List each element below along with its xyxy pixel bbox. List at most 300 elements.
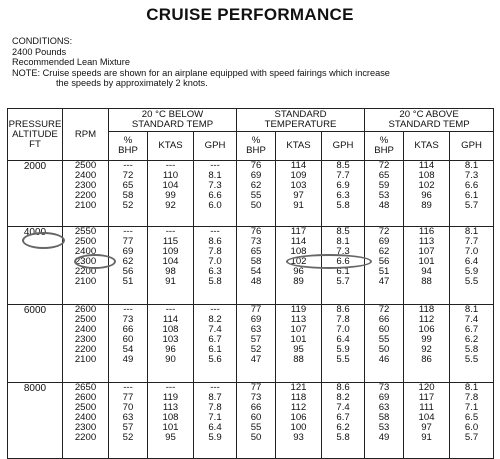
cell-value: 77 [122, 392, 134, 403]
cell-value: 114 [418, 160, 435, 171]
cell-value: 70 [122, 402, 134, 413]
cell-value: 76 [250, 160, 262, 171]
cell-value: --- [123, 226, 133, 237]
header-text: PRESSURE [8, 118, 62, 130]
cell-value: 2200 [74, 266, 97, 277]
below-bhp-cell [109, 305, 148, 383]
cell-value: 96 [165, 344, 176, 355]
header-text: % [379, 135, 389, 146]
cell-value: 88 [421, 276, 432, 287]
cell-value: 107 [418, 246, 435, 257]
cell-value: 5.8 [336, 200, 350, 211]
above-gph-cell [450, 383, 494, 459]
standard-ktas-gph-circle [286, 254, 372, 269]
below-gph-cell [194, 227, 237, 305]
cell-value: 108 [290, 246, 307, 257]
cell-value: 51 [122, 276, 134, 287]
cell-value: 62 [250, 180, 262, 191]
cell-value: 8.1 [464, 304, 479, 315]
cell-value: 2100 [74, 276, 97, 287]
cell-value: 6.0 [208, 200, 222, 211]
cell-value: 108 [162, 324, 179, 335]
cell-value: 54 [250, 266, 262, 277]
cell-value: 66 [378, 314, 390, 325]
header-text: BHP [118, 145, 138, 156]
ktas-header: KTAS [404, 132, 450, 161]
cell-value: 6.2 [464, 334, 479, 345]
below-ktas-cell [148, 161, 194, 227]
cell-value: 5.9 [464, 266, 479, 277]
cell-value: 108 [418, 170, 435, 181]
cell-value: 66 [122, 324, 134, 335]
cell-value: 118 [418, 304, 435, 315]
cell-value: 6.9 [336, 180, 350, 191]
bhp-header [237, 132, 276, 161]
cell-value: 6.6 [336, 256, 350, 267]
below-ktas-cell [148, 227, 194, 305]
cell-value: 92 [165, 200, 176, 211]
header-text: TEMPERATURE [264, 119, 337, 130]
cell-value: 60 [250, 412, 262, 423]
cell-value: 101 [418, 256, 435, 267]
cell-value: 97 [293, 190, 304, 201]
cell-value: 91 [165, 276, 176, 287]
above-bhp-cell [365, 305, 404, 383]
ktas-header: KTAS [276, 132, 322, 161]
cell-value: 113 [162, 402, 179, 413]
cell-value: 5.9 [336, 344, 350, 355]
cell-value: 62 [122, 256, 134, 267]
cell-value: 2200 [74, 190, 97, 201]
std-bhp-cell [237, 305, 276, 383]
cell-value: 8.1 [464, 382, 479, 393]
cell-value: 103 [162, 334, 179, 345]
cell-value: 2500 [74, 236, 97, 247]
table-body [8, 161, 494, 459]
cell-value: 62 [378, 246, 390, 257]
header-text: 20 °C ABOVE [399, 109, 459, 120]
below-gph-cell [194, 383, 237, 459]
cell-value: 46 [378, 354, 390, 365]
cell-value: --- [210, 382, 220, 393]
cell-value: 102 [290, 256, 307, 267]
cell-value: 63 [122, 412, 134, 423]
cell-value: 109 [162, 246, 179, 257]
cell-value: 103 [290, 180, 307, 191]
standard-temp-header [237, 109, 365, 132]
condition-line: 2400 Pounds [12, 46, 67, 57]
gph-header: GPH [194, 132, 237, 161]
cell-value: 57 [122, 422, 134, 433]
cell-value: 119 [162, 392, 179, 403]
cell-value: 6.5 [464, 412, 479, 423]
cell-value: 7.3 [208, 180, 222, 191]
cell-value: 111 [419, 402, 434, 413]
cell-value: 5.8 [336, 432, 350, 443]
cell-value: 6.1 [464, 190, 479, 201]
altitude-cell: 8000 [8, 383, 63, 459]
table-row [8, 161, 494, 227]
cell-value: 101 [290, 334, 307, 345]
cell-value: 2500 [74, 402, 97, 413]
cell-value: 65 [122, 180, 134, 191]
cell-value: 77 [250, 304, 262, 315]
std-bhp-cell [237, 227, 276, 305]
cell-value: 118 [290, 392, 307, 403]
cell-value: 55 [250, 190, 262, 201]
cell-value: 5.6 [208, 354, 222, 365]
cell-value: 49 [378, 432, 390, 443]
std-bhp-cell [237, 161, 276, 227]
cell-value: 73 [378, 382, 390, 393]
cell-value: 106 [290, 412, 307, 423]
altitude-cell: 2000 [8, 161, 63, 227]
cell-value: 69 [122, 246, 134, 257]
below-bhp-cell [109, 161, 148, 227]
cell-value: 73 [122, 314, 134, 325]
cell-value: 106 [418, 324, 435, 335]
below-std-header [109, 109, 237, 132]
cell-value: 6.4 [208, 422, 222, 433]
cell-value: 6.6 [208, 190, 222, 201]
cell-value: 104 [162, 256, 179, 267]
table-row [8, 305, 494, 383]
cell-value: 2200 [74, 432, 97, 443]
cell-value: 5.7 [336, 276, 350, 287]
cell-value: 51 [378, 266, 390, 277]
cell-value: 2100 [74, 200, 97, 211]
cell-value: 2300 [74, 334, 97, 345]
cell-value: 54 [122, 344, 134, 355]
header-text: % [251, 135, 261, 146]
cell-value: 65 [250, 246, 262, 257]
cell-value: 49 [122, 354, 134, 365]
cell-value: 8.5 [336, 160, 350, 171]
header-text: STANDARD TEMP [131, 119, 214, 130]
cell-value: 77 [250, 382, 262, 393]
cell-value: 8.6 [336, 304, 350, 315]
cell-value: 104 [162, 180, 179, 191]
cell-value: 58 [378, 412, 390, 423]
std-gph-cell [322, 305, 365, 383]
cell-value: 92 [421, 344, 432, 355]
cell-value: 47 [250, 354, 262, 365]
above-gph-cell [450, 161, 494, 227]
cell-value: 98 [165, 266, 176, 277]
above-ktas-cell [404, 161, 450, 227]
cell-value: 91 [421, 432, 432, 443]
above-ktas-cell [404, 227, 450, 305]
cell-value: 50 [378, 344, 390, 355]
cell-value: 8.1 [464, 160, 479, 171]
table-row [8, 383, 494, 459]
std-bhp-cell [237, 383, 276, 459]
cell-value: 116 [418, 226, 435, 237]
cell-value: 114 [290, 236, 307, 247]
cell-value: 5.8 [464, 344, 479, 355]
cell-value: 6.7 [464, 324, 479, 335]
cell-value: 108 [162, 412, 179, 423]
cell-value: 91 [293, 200, 304, 211]
cell-value: 7.1 [464, 402, 479, 413]
above-std-header [365, 109, 494, 132]
cell-value: 73 [250, 236, 262, 247]
cell-value: 102 [418, 180, 435, 191]
cell-value: 94 [421, 266, 432, 277]
cell-value: 8.6 [208, 236, 222, 247]
cell-value: 6.3 [208, 266, 222, 277]
header-text: % [123, 135, 133, 146]
below-ktas-cell [148, 305, 194, 383]
cell-value: 112 [290, 402, 307, 413]
cell-value: 56 [378, 256, 390, 267]
below-ktas-cell [148, 383, 194, 459]
altitude-cell: 4000 [8, 227, 63, 305]
cell-value: 2400 [74, 324, 97, 335]
cell-value: 113 [418, 236, 435, 247]
gph-header: GPH [450, 132, 494, 161]
cell-value: 5.8 [208, 276, 222, 287]
cell-value: 96 [421, 190, 432, 201]
cell-value: 7.1 [208, 412, 222, 423]
cell-value: 120 [418, 382, 435, 393]
cell-value: 7.0 [336, 324, 350, 335]
cell-value: 5.7 [464, 432, 479, 443]
cell-value: 6.3 [336, 190, 350, 201]
cell-value: 63 [250, 324, 262, 335]
cell-value: 109 [290, 170, 307, 181]
cell-value: 88 [293, 354, 304, 365]
cell-value: 5.5 [336, 354, 350, 365]
cell-value: 89 [421, 200, 432, 211]
rpm-header: RPM [63, 109, 109, 161]
std-gph-cell [322, 161, 365, 227]
cell-value: 96 [293, 266, 304, 277]
cell-value: 8.5 [336, 226, 350, 237]
cell-value: 7.8 [464, 392, 479, 403]
cell-value: 117 [418, 392, 435, 403]
cell-value: 2300 [74, 422, 97, 433]
cell-value: 5.7 [464, 200, 479, 211]
cell-value: --- [210, 160, 220, 171]
conditions-block [12, 36, 390, 89]
cell-value: 7.3 [464, 170, 479, 181]
cell-value: 48 [250, 276, 262, 287]
cell-value: 8.1 [336, 236, 350, 247]
cell-value: 7.8 [208, 402, 222, 413]
cell-value: 7.4 [336, 402, 350, 413]
cell-value: --- [165, 382, 176, 393]
altitude-cell: 6000 [8, 305, 63, 383]
cell-value: 76 [250, 226, 262, 237]
std-gph-cell [322, 383, 365, 459]
cell-value: 119 [290, 304, 307, 315]
cell-value: 58 [122, 190, 134, 201]
conditions-heading: CONDITIONS: [12, 36, 73, 46]
bhp-header [365, 132, 404, 161]
std-ktas-cell [276, 305, 322, 383]
cell-value: 65 [378, 170, 390, 181]
cell-value: 69 [250, 314, 262, 325]
cell-value: 8.1 [208, 170, 222, 181]
below-bhp-cell [109, 227, 148, 305]
cell-value: 77 [122, 236, 134, 247]
cell-value: 112 [418, 314, 435, 325]
cell-value: 6.6 [464, 180, 479, 191]
above-gph-cell [450, 227, 494, 305]
cell-value: 50 [250, 200, 262, 211]
cell-value: 99 [165, 190, 176, 201]
cell-value: 2650 [74, 382, 97, 393]
cell-value: --- [123, 304, 133, 315]
header-text: ALTITUDE [12, 128, 58, 140]
cell-value: 2600 [74, 392, 97, 403]
cell-value: 53 [378, 190, 390, 201]
below-bhp-cell [109, 383, 148, 459]
cell-value: 2600 [74, 304, 97, 315]
cell-value: 93 [293, 432, 304, 443]
cell-value: 7.4 [208, 324, 222, 335]
header-text: STANDARD [274, 109, 327, 120]
cell-value: 6.7 [336, 412, 350, 423]
cell-value: 2200 [74, 344, 97, 355]
cell-value: 2300 [74, 256, 97, 267]
cell-value: 52 [250, 344, 262, 355]
cell-value: 6.0 [464, 422, 479, 433]
cell-value: 86 [421, 354, 432, 365]
cell-value: --- [165, 226, 176, 237]
cell-value: 66 [250, 402, 262, 413]
cell-value: --- [165, 160, 176, 171]
cell-value: 50 [250, 432, 262, 443]
gph-header: GPH [322, 132, 365, 161]
cell-value: --- [123, 160, 133, 171]
cell-value: 72 [378, 160, 390, 171]
above-gph-cell [450, 305, 494, 383]
bhp-header [109, 132, 148, 161]
cell-value: 53 [378, 422, 390, 433]
rpm-2400-circle [74, 254, 116, 269]
cell-value: 5.5 [464, 276, 479, 287]
header-text: FT [29, 138, 41, 150]
above-ktas-cell [404, 383, 450, 459]
cell-value: 113 [290, 314, 307, 325]
below-gph-cell [194, 305, 237, 383]
cell-value: 60 [122, 334, 134, 345]
note-line: the speeds by approximately 2 knots. [56, 78, 208, 89]
cell-value: 7.8 [336, 314, 350, 325]
cell-value: 8.7 [208, 392, 222, 403]
cell-value: --- [210, 304, 220, 315]
cell-value: 101 [162, 422, 179, 433]
cell-value: 63 [378, 402, 390, 413]
cell-value: 56 [122, 266, 134, 277]
cell-value: 55 [378, 334, 390, 345]
cell-value: --- [210, 226, 220, 237]
cell-value: 57 [250, 334, 262, 345]
note-line: NOTE: Cruise speeds are shown for an airplane equipped with speed fairings which increase [12, 67, 390, 78]
cell-value: 52 [122, 432, 134, 443]
cell-value: 117 [290, 226, 307, 237]
cell-value: 114 [290, 160, 307, 171]
above-bhp-cell [365, 383, 404, 459]
ktas-header: KTAS [148, 132, 194, 161]
cell-value: 8.1 [464, 226, 479, 237]
cell-value: 6.4 [336, 334, 350, 345]
cell-value: 7.3 [336, 246, 350, 257]
cell-value: 97 [421, 422, 432, 433]
cell-value: 99 [421, 334, 432, 345]
cell-value: 72 [378, 226, 390, 237]
cell-value: 2400 [74, 412, 97, 423]
std-ktas-cell [276, 161, 322, 227]
condition-line: Recommended Lean Mixture [12, 57, 130, 68]
rpm-cell [63, 161, 109, 227]
cell-value: 55 [250, 422, 262, 433]
cell-value: 47 [378, 276, 390, 287]
cell-value: 72 [378, 304, 390, 315]
cell-value: 6.1 [336, 266, 350, 277]
cell-value: 95 [165, 432, 176, 443]
cell-value: 7.7 [336, 170, 350, 181]
cell-value: --- [123, 382, 133, 393]
cell-value: 48 [378, 200, 390, 211]
cell-value: 110 [162, 170, 179, 181]
header-text: BHP [246, 145, 266, 156]
altitude-4000-circle [22, 232, 65, 249]
above-bhp-cell [365, 227, 404, 305]
cell-value: 69 [250, 170, 262, 181]
above-bhp-cell [365, 161, 404, 227]
cell-value: 121 [290, 382, 307, 393]
cell-value: 7.0 [464, 246, 479, 257]
cell-value: 2100 [74, 354, 97, 365]
cell-value: 7.8 [208, 246, 222, 257]
cell-value: --- [165, 304, 176, 315]
header-text: BHP [374, 145, 394, 156]
cell-value: 7.0 [208, 256, 222, 267]
cruise-performance-table [7, 108, 494, 459]
cell-value: 8.2 [208, 314, 222, 325]
cell-value: 7.4 [464, 314, 479, 325]
above-ktas-cell [404, 305, 450, 383]
cell-value: 107 [290, 324, 307, 335]
std-ktas-cell [276, 383, 322, 459]
cell-value: 6.1 [208, 344, 222, 355]
cell-value: 8.2 [336, 392, 350, 403]
below-gph-cell [194, 161, 237, 227]
cell-value: 115 [162, 236, 179, 247]
cell-value: 104 [418, 412, 435, 423]
cell-value: 114 [162, 314, 179, 325]
cell-value: 89 [293, 276, 304, 287]
cell-value: 2500 [74, 314, 97, 325]
cell-value: 69 [378, 392, 390, 403]
cell-value: 5.9 [208, 432, 222, 443]
cell-value: 2500 [74, 160, 97, 171]
cell-value: 7.7 [464, 236, 479, 247]
cell-value: 72 [122, 170, 134, 181]
cell-value: 2400 [74, 246, 97, 257]
cell-value: 5.5 [464, 354, 479, 365]
header-text: STANDARD TEMP [388, 119, 470, 130]
rpm-cell [63, 383, 109, 459]
cell-value: 6.4 [464, 256, 479, 267]
cell-value: 73 [250, 392, 262, 403]
cell-value: 6.7 [208, 334, 222, 345]
pressure-altitude-header [8, 109, 63, 161]
cell-value: 2400 [74, 170, 97, 181]
